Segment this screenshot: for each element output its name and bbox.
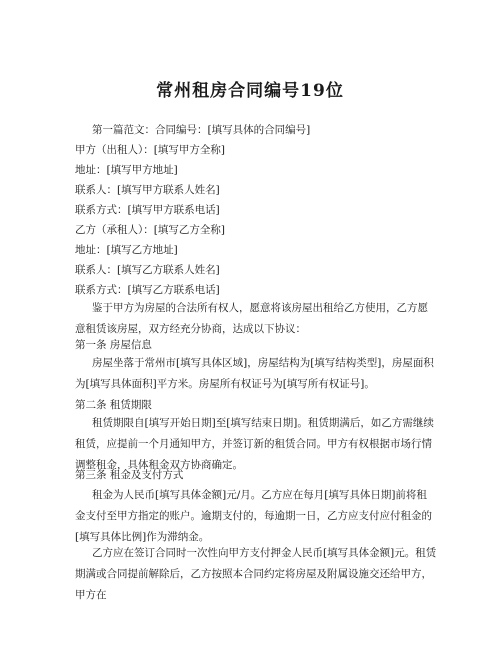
party-a-contact: 联系人：[填写甲方联系人姓名] <box>75 184 220 196</box>
article-1-heading: 第一条 房屋信息 <box>75 339 152 351</box>
party-a-address: 地址：[填写甲方地址] <box>75 164 178 176</box>
article-2-heading: 第二条 租赁期限 <box>75 399 152 411</box>
party-b-address: 地址：[填写乙方地址] <box>75 244 178 256</box>
party-b-name: 乙方（承租人）：[填写乙方全称] <box>75 224 225 236</box>
party-b-contact: 联系人：[填写乙方联系人姓名] <box>75 264 220 276</box>
party-b-phone: 联系方式：[填写乙方联系电话] <box>75 284 220 296</box>
document-title: 常州租房合同编号19位 <box>156 81 344 101</box>
article-3-body-1: 租金为人民币[填写具体金额]元/月。乙方应在每月[填写具体日期]前将租金支付至甲方指定的账户。逾期支付的，每逾期一日，乙方应支付应付租金的[填写具体比例]作为滞纳金。 <box>75 489 432 543</box>
article-3-body-2: 乙方应在签订合同时一次性向甲方支付押金人民币[填写具体金额]元。租赁期满或合同提前解除后，乙方按照本合同约定将房屋及附属设施交还给甲方，甲方在 <box>75 547 437 601</box>
party-a-name: 甲方（出租人）：[填写甲方全称] <box>75 144 225 156</box>
party-a-phone: 联系方式：[填写甲方联系电话] <box>75 204 220 216</box>
preamble-paragraph: 鉴于甲方为房屋的合法所有权人，愿意将该房屋出租给乙方使用，乙方愿意租赁该房屋，双方经充分协商，达成以下协议： <box>75 302 428 335</box>
intro-line: 第一篇范文：合同编号：[填写具体的合同编号] <box>92 124 311 136</box>
article-3-heading: 第三条 租金及支付方式 <box>75 469 184 481</box>
article-1-body: 房屋坐落于常州市[填写具体区域]，房屋结构为[填写结构类型]，房屋面积为[填写具体面积]平方米。房屋所有权证号为[填写所有权证号]。 <box>75 357 434 390</box>
article-2-body: 租赁期限自[填写开始日期]至[填写结束日期]。租赁期满后，如乙方需继续租赁，应提前一个月通知甲方，并签订新的租赁合同。甲方有权根据市场行情调整租金，具体租金双方协商确定。 <box>75 417 434 471</box>
